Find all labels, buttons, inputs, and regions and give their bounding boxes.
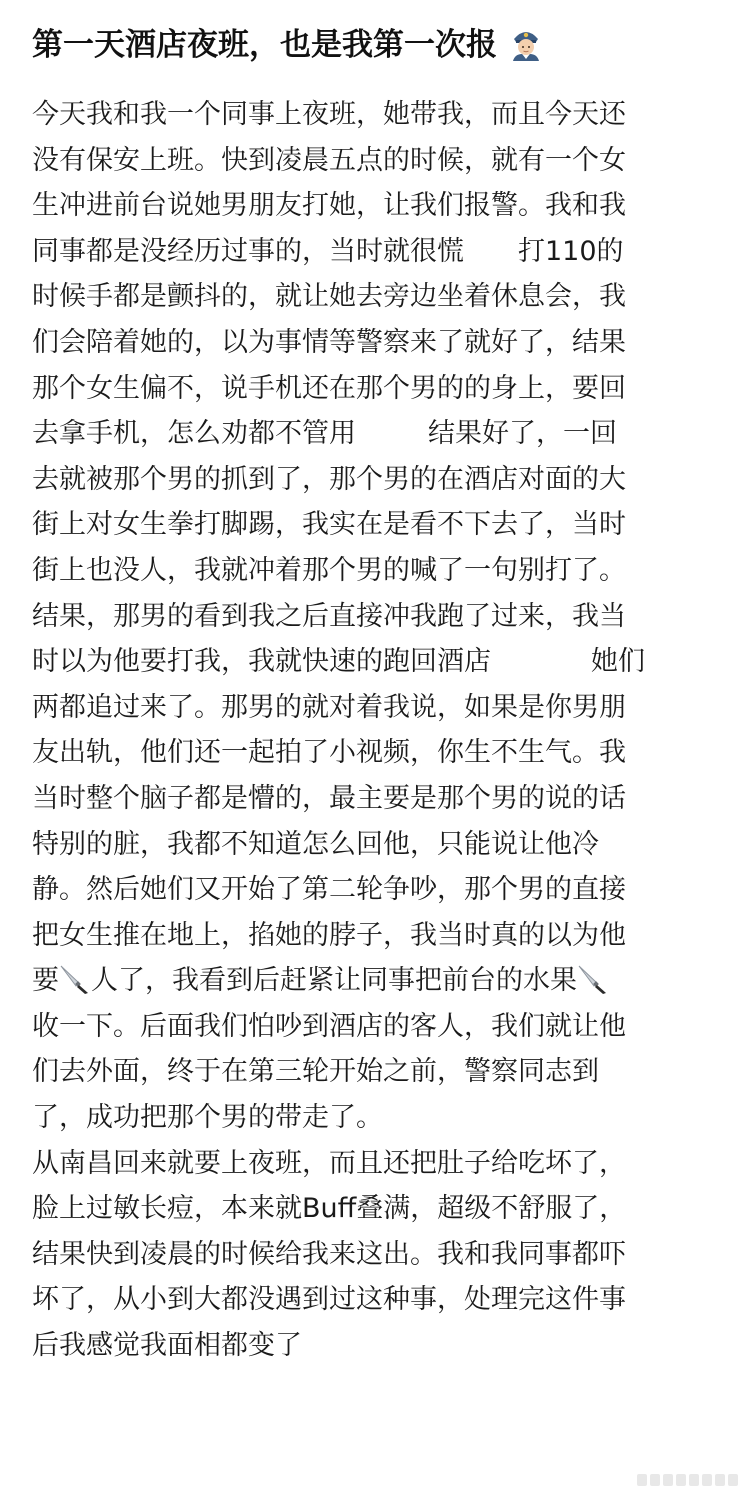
line-text: 街上也没人，我就冲着那个男的喊了一句别打了。 (32, 554, 626, 586)
line-text: 那个女生偏不，说手机还在那个男的的身上，要回 (32, 372, 626, 404)
line-text: 当时整个脑子都是懵的，最主要是那个男的说的话 (32, 782, 626, 814)
line-text: 去就被那个男的抓到了，那个男的在酒店对面的大 (32, 463, 626, 495)
line-text: 结果好了，一回 (428, 418, 617, 450)
knife-icon (59, 963, 91, 1009)
line-text: 把女生推在地上，掐她的脖子，我当时真的以为他 (32, 919, 626, 951)
line-text: 街上对女生拳打脚踢，我实在是看不下去了，当时 (32, 509, 626, 541)
body-line (32, 183, 722, 229)
line-text: 两都追过来了。那男的就对着我说，如果是你男朋 (32, 691, 626, 723)
body-line (32, 913, 722, 959)
body-line (32, 502, 722, 548)
line-text: 打110的 (518, 235, 624, 267)
body-line (32, 366, 722, 412)
body-line (32, 274, 722, 320)
body-line (32, 594, 722, 640)
body-line (32, 1232, 722, 1278)
line-text: 今天我和我一个同事上夜班，她带我，而且今天还 (32, 99, 626, 130)
body-line (32, 1095, 722, 1141)
body-line (32, 320, 722, 366)
body-line (32, 1277, 722, 1323)
body-line (32, 776, 722, 822)
line-text: 生冲进前台说她男朋友打她，让我们报警。我和我 (32, 190, 626, 222)
body-line (32, 229, 722, 275)
body-line (32, 548, 722, 594)
body-line (32, 1323, 722, 1369)
body-line (32, 822, 722, 868)
body-line (32, 867, 722, 913)
line-text: 她们 (591, 646, 645, 678)
knife-icon (577, 963, 609, 1009)
line-text: 结果，那男的看到我之后直接冲我跑了过来，我当 (32, 600, 626, 632)
body-line (32, 1049, 722, 1095)
line-text: 去拿手机，怎么劝都不管用 (32, 418, 356, 450)
line-text: 了，成功把那个男的带走了。 (32, 1102, 383, 1134)
body-line (32, 457, 722, 503)
body-line (32, 1004, 722, 1050)
line-text: 时候手都是颤抖的，就让她去旁边坐着休息会，我 (32, 281, 626, 313)
body-line (32, 1186, 722, 1232)
line-text: 收一下。后面我们怕吵到酒店的客人，我们就让他 (32, 1010, 626, 1042)
body-line (32, 1141, 722, 1187)
body-line (32, 92, 722, 138)
watermark (637, 1474, 738, 1486)
body-line (32, 958, 722, 1004)
body-line (32, 138, 722, 184)
body-line (32, 639, 722, 685)
post-title: 第一天酒店夜班，也是我第一次报 (32, 27, 497, 63)
line-text: 时以为他要打我，我就快速的跑回酒店 (32, 646, 491, 678)
line-text: 们会陪着她的，以为事情等警察来了就好了，结果 (32, 326, 626, 358)
line-text: 坏了，从小到大都没遇到过这种事，处理完这件事 (32, 1284, 626, 1316)
line-text: 静。然后她们又开始了第二轮争吵，那个男的直接 (32, 874, 626, 906)
line-text: 们去外面，终于在第三轮开始之前，警察同志到 (32, 1056, 599, 1088)
line-text: 脸上过敏长痘，本来就Buff叠满，超级不舒服了， (32, 1193, 627, 1225)
body-line (32, 685, 722, 731)
line-text: 人了，我看到后赶紧让同事把前台的水果 (91, 965, 577, 997)
line-text: 从南昌回来就要上夜班，而且还把肚子给吃坏了， (32, 1147, 626, 1179)
line-text: 特别的脏，我都不知道怎么回他，只能说让他冷 (32, 828, 599, 860)
line-text: 结果快到凌晨的时候给我来这出。我和我同事都吓 (32, 1238, 626, 1270)
post-content (32, 20, 722, 1369)
line-text: 友出轨，他们还一起拍了小视频，你生不生气。我 (32, 737, 626, 769)
line-text: 同事都是没经历过事的，当时就很慌 (32, 235, 464, 267)
line-text: 后我感觉我面相都变了 (32, 1330, 302, 1362)
body-line (32, 411, 722, 457)
police-officer-icon (510, 26, 542, 76)
line-text: 没有保安上班。快到凌晨五点的时候，就有一个女 (32, 144, 626, 176)
post-title-row (32, 20, 722, 70)
line-text: 要 (32, 965, 59, 997)
body-line (32, 730, 722, 776)
